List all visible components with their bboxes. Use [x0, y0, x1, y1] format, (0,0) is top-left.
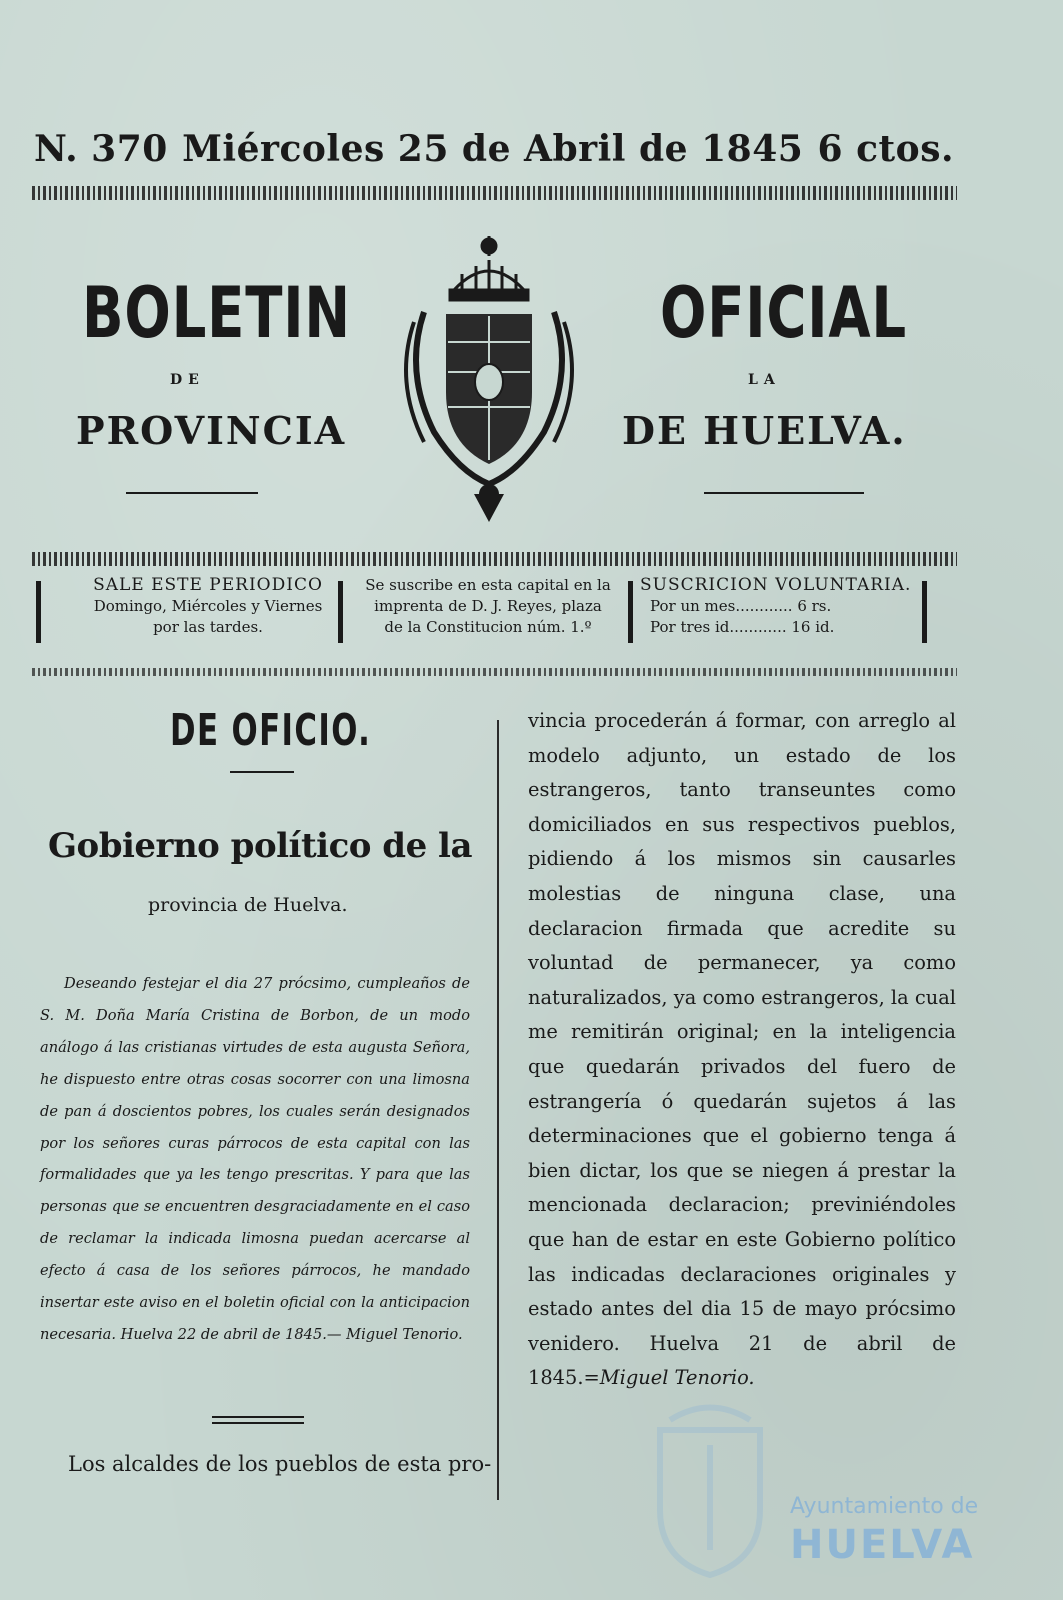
masthead-line [34, 128, 954, 170]
schedule-title: SALE ESTE PERIODICO [93, 575, 323, 595]
price-three-months: Por tres id............ 16 id. [650, 618, 835, 636]
separator-rule-1 [212, 1416, 304, 1418]
watermark-line-1: Ayuntamiento de [790, 1494, 979, 1519]
subscription-info [32, 575, 957, 655]
alms-notice: Deseando festejar el dia 27 prócsimo, cumpleaños de S. M. Doña María Cristina de Borbon, de un modo análogo á las cristianas virtudes de esta augusta Señora, he dispuesto entre otras cosas socorrer con una limosna de pan á doscientos pobres, los cuales serán designados por los señores curas párrocos de esta capital con las formalidades que ya les tengo prescritas. Y para que las personas que se encuentren desgraciadamente en el caso de reclamar la indicada limosna puedan acercarse al efecto á casa de los señores párrocos, he mandado insertar este aviso en el boletin oficial con la anticipacion necesaria. Huelva 22 de abril de 1845.— Miguel Tenorio. [40, 975, 470, 1343]
ornamental-border-top [32, 186, 957, 200]
location-line-1: Se suscribe en esta capital en la [365, 576, 611, 594]
info-bar-2 [338, 581, 343, 643]
price-one-month: Por un mes............ 6 rs. [650, 597, 832, 615]
watermark-line-2: HUELVA [790, 1522, 975, 1568]
info-bar-1 [36, 581, 41, 643]
separator-rule-2 [212, 1422, 304, 1424]
title-boletin: BOLETIN [82, 272, 351, 354]
office-title: Gobierno político de la [48, 826, 472, 866]
issue-date: Miércoles 25 de Abril de 1845 [182, 128, 804, 170]
title-small-de: DE [170, 372, 205, 388]
section-heading: DE OFICIO. [170, 705, 372, 756]
ornamental-border-lower [32, 668, 957, 676]
foreigners-signature: =Miguel Tenorio. [583, 1366, 755, 1390]
title-rule-left [126, 492, 258, 494]
schedule-time: por las tardes. [153, 618, 263, 636]
office-subtitle: provincia de Huelva. [148, 894, 348, 916]
location-line-3: de la Constitucion núm. 1.º [384, 618, 592, 636]
title-provincia: PROVINCIA [76, 408, 347, 453]
publication-schedule [58, 575, 358, 638]
ornamental-border-middle [32, 552, 957, 566]
foreigners-text: vincia procederán á formar, con arreglo al modelo adjunto, un estado de los estrangeros, tanto transeuntes como domiciliados en sus respectivos pueblos, pidiendo á los mismos sin causarles molestias de ninguna clase, una declaracion firmada que acredite su voluntad de permanecer, ya como naturalizados, ya como estrangeros, la cual me remitirán original; en la inteligencia que quedarán privados del fuero de estrangería ó quedarán sujetos á las determinaciones que el gobierno tenga á bien dictar, los que se niegen á prestar la mencionada declaracion; previniéndoles que han de estar en este Gobierno político las indicadas declaraciones originales y estado antes del dia 15 de mayo prócsimo venidero. Huelva 21 de abril de 1845. [528, 709, 956, 1390]
info-bar-4 [922, 581, 927, 643]
schedule-days: Domingo, Miércoles y Viernes [93, 597, 323, 615]
column-divider [497, 720, 499, 1500]
info-bar-3 [628, 581, 633, 643]
issue-price: 6 ctos. [817, 128, 954, 170]
location-line-2: imprenta de D. J. Reyes, plaza [374, 597, 602, 615]
title-rule-right [704, 492, 864, 494]
title-oficial: OFICIAL [660, 272, 907, 354]
prices-title: SUSCRICION VOLUNTARIA. [640, 575, 912, 595]
foreigners-notice [528, 704, 956, 1396]
subscription-location [348, 575, 628, 638]
title-de-huelva: DE HUELVA. [622, 408, 907, 453]
subscription-prices [640, 575, 915, 638]
issue-number: N. 370 [34, 128, 168, 170]
title-small-la: LA [748, 372, 781, 388]
left-column-continuation: Los alcaldes de los pueblos de esta pro- [68, 1452, 492, 1476]
heading-rule [230, 771, 294, 773]
royal-coat-of-arms-icon [384, 232, 594, 522]
